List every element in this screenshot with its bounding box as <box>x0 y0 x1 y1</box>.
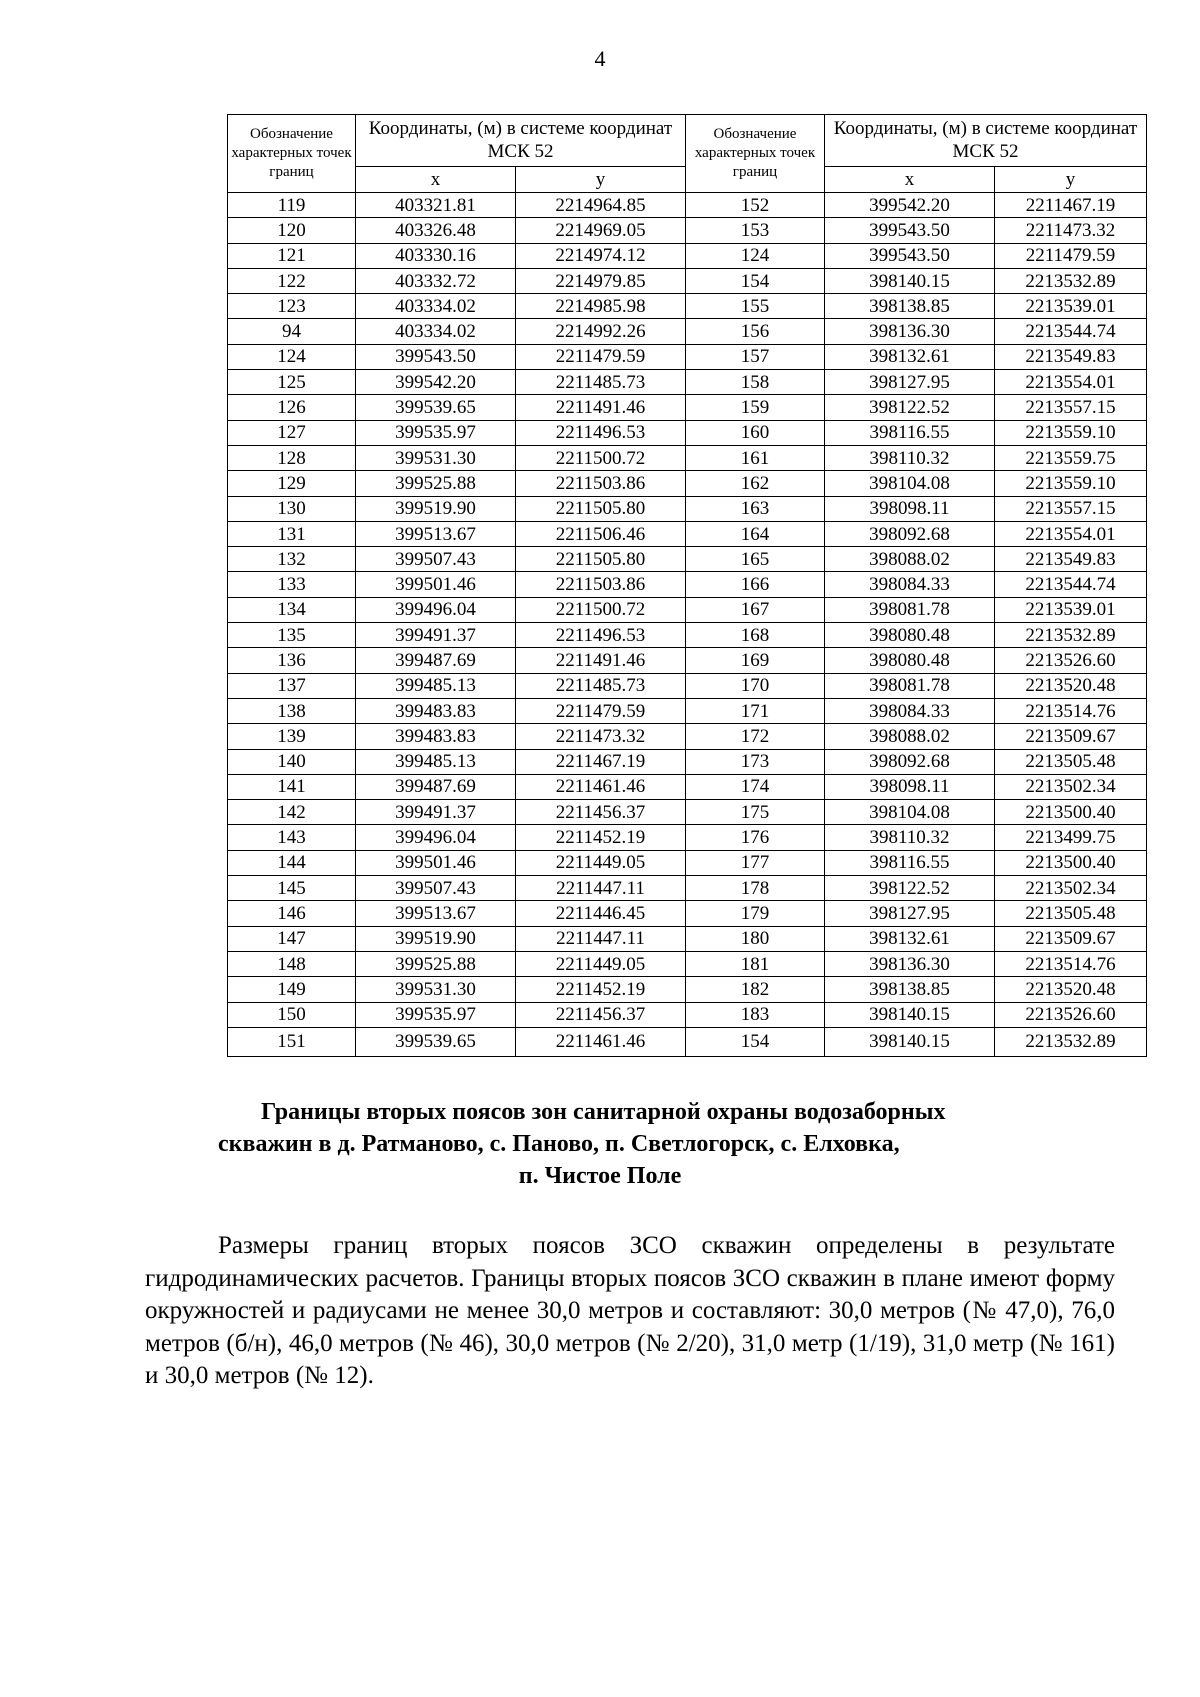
cell-y-left: 2214964.85 <box>516 193 686 218</box>
cell-y-right: 2213544.74 <box>995 319 1147 344</box>
cell-y-left: 2211491.46 <box>516 395 686 420</box>
cell-point-left: 151 <box>228 1027 356 1056</box>
cell-x-left: 399539.65 <box>356 395 516 420</box>
cell-y-left: 2214979.85 <box>516 268 686 293</box>
cell-x-left: 399513.67 <box>356 901 516 926</box>
cell-y-left: 2211479.59 <box>516 344 686 369</box>
cell-point-left: 119 <box>228 193 356 218</box>
table-row <box>228 749 1147 774</box>
table-row <box>228 370 1147 395</box>
cell-y-right: 2213544.74 <box>995 572 1147 597</box>
header-x-left: x <box>356 167 516 193</box>
cell-y-right: 2213499.75 <box>995 825 1147 850</box>
cell-point-left: 136 <box>228 648 356 673</box>
cell-y-right: 2211467.19 <box>995 193 1147 218</box>
table-row <box>228 800 1147 825</box>
cell-x-right: 398132.61 <box>825 344 995 369</box>
cell-x-left: 399535.97 <box>356 420 516 445</box>
cell-point-left: 149 <box>228 977 356 1002</box>
cell-y-left: 2211456.37 <box>516 800 686 825</box>
cell-y-left: 2214974.12 <box>516 243 686 268</box>
cell-x-right: 399543.50 <box>825 243 995 268</box>
table-row <box>228 850 1147 875</box>
cell-point-right: 169 <box>686 648 825 673</box>
header-y-left: y <box>516 167 686 193</box>
cell-x-left: 403330.16 <box>356 243 516 268</box>
cell-point-right: 180 <box>686 926 825 951</box>
cell-y-right: 2213539.01 <box>995 597 1147 622</box>
cell-y-right: 2213554.01 <box>995 370 1147 395</box>
table-row <box>228 951 1147 976</box>
cell-x-right: 398092.68 <box>825 749 995 774</box>
cell-point-left: 121 <box>228 243 356 268</box>
cell-y-right: 2213520.48 <box>995 977 1147 1002</box>
cell-x-left: 399507.43 <box>356 547 516 572</box>
cell-point-right: 166 <box>686 572 825 597</box>
section-title-line-3: п. Чистое Поле <box>518 1163 682 1189</box>
cell-point-right: 182 <box>686 977 825 1002</box>
cell-point-left: 124 <box>228 344 356 369</box>
cell-y-left: 2211500.72 <box>516 445 686 470</box>
cell-point-right: 155 <box>686 294 825 319</box>
table-row <box>228 243 1147 268</box>
table-row <box>228 597 1147 622</box>
cell-y-left: 2211456.37 <box>516 1002 686 1027</box>
header-coordinates-right: Координаты, (м) в системе координат МСК 52 <box>825 115 1147 167</box>
cell-y-right: 2213514.76 <box>995 951 1147 976</box>
cell-y-left: 2211446.45 <box>516 901 686 926</box>
cell-point-right: 173 <box>686 749 825 774</box>
cell-y-left: 2211461.46 <box>516 774 686 799</box>
cell-y-left: 2211505.80 <box>516 547 686 572</box>
cell-point-left: 140 <box>228 749 356 774</box>
cell-point-left: 145 <box>228 876 356 901</box>
table-row <box>228 623 1147 648</box>
table-row <box>228 395 1147 420</box>
cell-x-right: 398122.52 <box>825 395 995 420</box>
cell-x-right: 398127.95 <box>825 901 995 926</box>
table-row <box>228 193 1147 218</box>
cell-x-left: 399487.69 <box>356 648 516 673</box>
cell-x-right: 398127.95 <box>825 370 995 395</box>
cell-x-right: 398104.08 <box>825 471 995 496</box>
body-paragraph-text: Размеры границ вторых поясов ЗСО скважин определены в результате гидродинамических расчетов. Границы вторых поясов ЗСО скважин в плане имеют форму окружностей и радиусами не менее 30,0 метров и составляют: 30,0 метров (№ 47,0), 76,0 метров (б/н), 46,0 метров (№ 46), 30,0 метров (№ 2/20), 31,0 метр (1/19), 31,0 метр (№ 161) и 30,0 метров (№ 12). <box>145 1232 1115 1389</box>
header-designation-left: Обозначение характерных точек границ <box>228 115 356 193</box>
table-row <box>228 268 1147 293</box>
cell-point-right: 157 <box>686 344 825 369</box>
cell-point-left: 143 <box>228 825 356 850</box>
cell-point-right: 178 <box>686 876 825 901</box>
cell-y-left: 2211485.73 <box>516 370 686 395</box>
cell-point-right: 124 <box>686 243 825 268</box>
cell-x-left: 399542.20 <box>356 370 516 395</box>
cell-y-right: 2213505.48 <box>995 749 1147 774</box>
cell-point-left: 135 <box>228 623 356 648</box>
cell-y-left: 2211467.19 <box>516 749 686 774</box>
cell-y-left: 2211449.05 <box>516 850 686 875</box>
cell-y-right: 2213509.67 <box>995 724 1147 749</box>
cell-y-right: 2213559.75 <box>995 445 1147 470</box>
cell-y-right: 2213554.01 <box>995 521 1147 546</box>
cell-point-left: 132 <box>228 547 356 572</box>
cell-point-right: 170 <box>686 673 825 698</box>
cell-x-right: 398104.08 <box>825 800 995 825</box>
cell-point-left: 128 <box>228 445 356 470</box>
cell-y-right: 2211473.32 <box>995 218 1147 243</box>
cell-x-right: 398136.30 <box>825 951 995 976</box>
cell-x-left: 399483.83 <box>356 698 516 723</box>
cell-point-left: 144 <box>228 850 356 875</box>
section-title <box>0 1096 1200 1192</box>
cell-point-right: 163 <box>686 496 825 521</box>
cell-x-left: 399491.37 <box>356 800 516 825</box>
table-row <box>228 673 1147 698</box>
cell-y-right: 2213559.10 <box>995 471 1147 496</box>
header-coordinates-left: Координаты, (м) в системе координат МСК 52 <box>356 115 686 167</box>
cell-y-left: 2211505.80 <box>516 496 686 521</box>
cell-point-left: 126 <box>228 395 356 420</box>
cell-y-right: 2213509.67 <box>995 926 1147 951</box>
cell-y-right: 2213502.34 <box>995 876 1147 901</box>
cell-x-right: 398116.55 <box>825 850 995 875</box>
cell-x-left: 403334.02 <box>356 319 516 344</box>
table-body <box>228 193 1147 1057</box>
cell-y-right: 2213532.89 <box>995 623 1147 648</box>
cell-point-right: 156 <box>686 319 825 344</box>
cell-x-right: 398081.78 <box>825 673 995 698</box>
table-row <box>228 218 1147 243</box>
cell-point-left: 148 <box>228 951 356 976</box>
cell-point-left: 125 <box>228 370 356 395</box>
cell-y-left: 2214992.26 <box>516 319 686 344</box>
cell-x-left: 399501.46 <box>356 572 516 597</box>
cell-point-right: 154 <box>686 268 825 293</box>
cell-x-right: 398136.30 <box>825 319 995 344</box>
cell-point-right: 160 <box>686 420 825 445</box>
cell-point-left: 142 <box>228 800 356 825</box>
cell-x-right: 398092.68 <box>825 521 995 546</box>
cell-x-left: 399539.65 <box>356 1027 516 1056</box>
cell-y-right: 2213532.89 <box>995 268 1147 293</box>
cell-x-right: 398084.33 <box>825 698 995 723</box>
cell-point-left: 137 <box>228 673 356 698</box>
cell-point-right: 158 <box>686 370 825 395</box>
cell-x-left: 399531.30 <box>356 977 516 1002</box>
cell-point-left: 120 <box>228 218 356 243</box>
cell-x-right: 398110.32 <box>825 445 995 470</box>
section-title-line-1: Границы вторых поясов зон санитарной охраны водозаборных <box>261 1099 946 1125</box>
cell-y-left: 2211473.32 <box>516 724 686 749</box>
cell-y-left: 2211447.11 <box>516 926 686 951</box>
table-row <box>228 1002 1147 1027</box>
cell-x-right: 398081.78 <box>825 597 995 622</box>
cell-x-right: 398084.33 <box>825 572 995 597</box>
table-row <box>228 547 1147 572</box>
cell-point-right: 162 <box>686 471 825 496</box>
cell-point-right: 183 <box>686 1002 825 1027</box>
cell-point-left: 150 <box>228 1002 356 1027</box>
cell-y-left: 2211452.19 <box>516 825 686 850</box>
cell-y-right: 2213505.48 <box>995 901 1147 926</box>
cell-point-right: 164 <box>686 521 825 546</box>
cell-point-right: 167 <box>686 597 825 622</box>
cell-point-right: 174 <box>686 774 825 799</box>
cell-y-right: 2213514.76 <box>995 698 1147 723</box>
cell-x-left: 403326.48 <box>356 218 516 243</box>
section-title-line-2: скважин в д. Ратманово, с. Паново, п. Светлогорск, с. Елховка, <box>218 1131 900 1157</box>
cell-point-right: 175 <box>686 800 825 825</box>
cell-x-right: 399542.20 <box>825 193 995 218</box>
coordinates-table <box>227 114 1147 1057</box>
cell-point-left: 138 <box>228 698 356 723</box>
cell-x-left: 399507.43 <box>356 876 516 901</box>
cell-y-left: 2211496.53 <box>516 420 686 445</box>
header-x-right: x <box>825 167 995 193</box>
table-row <box>228 471 1147 496</box>
page-number: 4 <box>594 46 606 71</box>
table-row <box>228 774 1147 799</box>
cell-point-right: 171 <box>686 698 825 723</box>
cell-point-left: 133 <box>228 572 356 597</box>
cell-x-right: 398140.15 <box>825 1027 995 1056</box>
cell-point-left: 127 <box>228 420 356 445</box>
cell-y-right: 2211479.59 <box>995 243 1147 268</box>
table-row <box>228 648 1147 673</box>
cell-point-left: 147 <box>228 926 356 951</box>
cell-x-right: 398140.15 <box>825 268 995 293</box>
cell-x-right: 398138.85 <box>825 977 995 1002</box>
cell-x-left: 399519.90 <box>356 496 516 521</box>
cell-x-right: 398122.52 <box>825 876 995 901</box>
table-row <box>228 977 1147 1002</box>
cell-x-right: 398088.02 <box>825 547 995 572</box>
cell-y-right: 2213502.34 <box>995 774 1147 799</box>
cell-y-right: 2213526.60 <box>995 648 1147 673</box>
body-paragraph <box>145 1230 1115 1393</box>
cell-x-left: 399531.30 <box>356 445 516 470</box>
table-row <box>228 724 1147 749</box>
cell-point-left: 94 <box>228 319 356 344</box>
cell-y-left: 2211506.46 <box>516 521 686 546</box>
table-row <box>228 521 1147 546</box>
cell-point-right: 159 <box>686 395 825 420</box>
cell-x-left: 403334.02 <box>356 294 516 319</box>
cell-point-right: 154 <box>686 1027 825 1056</box>
cell-point-left: 139 <box>228 724 356 749</box>
table-row <box>228 876 1147 901</box>
cell-y-left: 2211503.86 <box>516 572 686 597</box>
header-designation-right: Обозначение характерных точек границ <box>686 115 825 193</box>
cell-x-right: 398080.48 <box>825 623 995 648</box>
table-row <box>228 698 1147 723</box>
table-row <box>228 496 1147 521</box>
cell-y-right: 2213539.01 <box>995 294 1147 319</box>
cell-y-right: 2213520.48 <box>995 673 1147 698</box>
cell-x-left: 399525.88 <box>356 951 516 976</box>
table-row <box>228 445 1147 470</box>
cell-y-left: 2211503.86 <box>516 471 686 496</box>
cell-point-left: 130 <box>228 496 356 521</box>
cell-point-right: 179 <box>686 901 825 926</box>
cell-x-right: 398080.48 <box>825 648 995 673</box>
cell-x-left: 399513.67 <box>356 521 516 546</box>
cell-point-left: 131 <box>228 521 356 546</box>
cell-x-left: 399501.46 <box>356 850 516 875</box>
table-row <box>228 1027 1147 1056</box>
cell-point-right: 165 <box>686 547 825 572</box>
table-row <box>228 926 1147 951</box>
cell-point-right: 172 <box>686 724 825 749</box>
cell-point-left: 122 <box>228 268 356 293</box>
cell-y-right: 2213500.40 <box>995 850 1147 875</box>
cell-y-left: 2211485.73 <box>516 673 686 698</box>
cell-y-right: 2213500.40 <box>995 800 1147 825</box>
cell-x-left: 399487.69 <box>356 774 516 799</box>
cell-y-left: 2211449.05 <box>516 951 686 976</box>
cell-point-right: 168 <box>686 623 825 648</box>
cell-y-left: 2211452.19 <box>516 977 686 1002</box>
cell-x-right: 398110.32 <box>825 825 995 850</box>
cell-point-left: 141 <box>228 774 356 799</box>
cell-y-left: 2211447.11 <box>516 876 686 901</box>
cell-x-right: 399543.50 <box>825 218 995 243</box>
cell-point-right: 177 <box>686 850 825 875</box>
cell-x-left: 399483.83 <box>356 724 516 749</box>
cell-point-left: 123 <box>228 294 356 319</box>
cell-x-right: 398098.11 <box>825 774 995 799</box>
table-row <box>228 825 1147 850</box>
cell-x-right: 398138.85 <box>825 294 995 319</box>
cell-y-right: 2213549.83 <box>995 547 1147 572</box>
cell-y-right: 2213557.15 <box>995 395 1147 420</box>
cell-x-left: 399535.97 <box>356 1002 516 1027</box>
header-y-right: y <box>995 167 1147 193</box>
cell-point-right: 153 <box>686 218 825 243</box>
cell-y-right: 2213532.89 <box>995 1027 1147 1056</box>
cell-x-left: 399543.50 <box>356 344 516 369</box>
cell-y-right: 2213549.83 <box>995 344 1147 369</box>
cell-y-right: 2213557.15 <box>995 496 1147 521</box>
cell-x-left: 403332.72 <box>356 268 516 293</box>
cell-x-right: 398098.11 <box>825 496 995 521</box>
cell-x-left: 403321.81 <box>356 193 516 218</box>
table-row <box>228 572 1147 597</box>
cell-x-left: 399519.90 <box>356 926 516 951</box>
cell-x-left: 399491.37 <box>356 623 516 648</box>
cell-point-right: 181 <box>686 951 825 976</box>
cell-y-left: 2211461.46 <box>516 1027 686 1056</box>
cell-x-left: 399496.04 <box>356 825 516 850</box>
cell-x-right: 398088.02 <box>825 724 995 749</box>
table-row <box>228 344 1147 369</box>
table-row <box>228 319 1147 344</box>
cell-y-right: 2213526.60 <box>995 1002 1147 1027</box>
table-row <box>228 294 1147 319</box>
cell-y-right: 2213559.10 <box>995 420 1147 445</box>
cell-point-right: 161 <box>686 445 825 470</box>
cell-y-left: 2211479.59 <box>516 698 686 723</box>
cell-point-left: 134 <box>228 597 356 622</box>
cell-y-left: 2214969.05 <box>516 218 686 243</box>
cell-x-right: 398116.55 <box>825 420 995 445</box>
cell-x-left: 399485.13 <box>356 749 516 774</box>
cell-x-left: 399496.04 <box>356 597 516 622</box>
cell-point-right: 176 <box>686 825 825 850</box>
table-row <box>228 420 1147 445</box>
cell-x-right: 398132.61 <box>825 926 995 951</box>
cell-point-left: 146 <box>228 901 356 926</box>
cell-point-right: 152 <box>686 193 825 218</box>
table-header-row <box>228 115 1147 167</box>
cell-y-left: 2211500.72 <box>516 597 686 622</box>
cell-y-left: 2214985.98 <box>516 294 686 319</box>
cell-point-left: 129 <box>228 471 356 496</box>
cell-y-left: 2211496.53 <box>516 623 686 648</box>
cell-y-left: 2211491.46 <box>516 648 686 673</box>
cell-x-left: 399485.13 <box>356 673 516 698</box>
cell-x-right: 398140.15 <box>825 1002 995 1027</box>
table-row <box>228 901 1147 926</box>
cell-x-left: 399525.88 <box>356 471 516 496</box>
